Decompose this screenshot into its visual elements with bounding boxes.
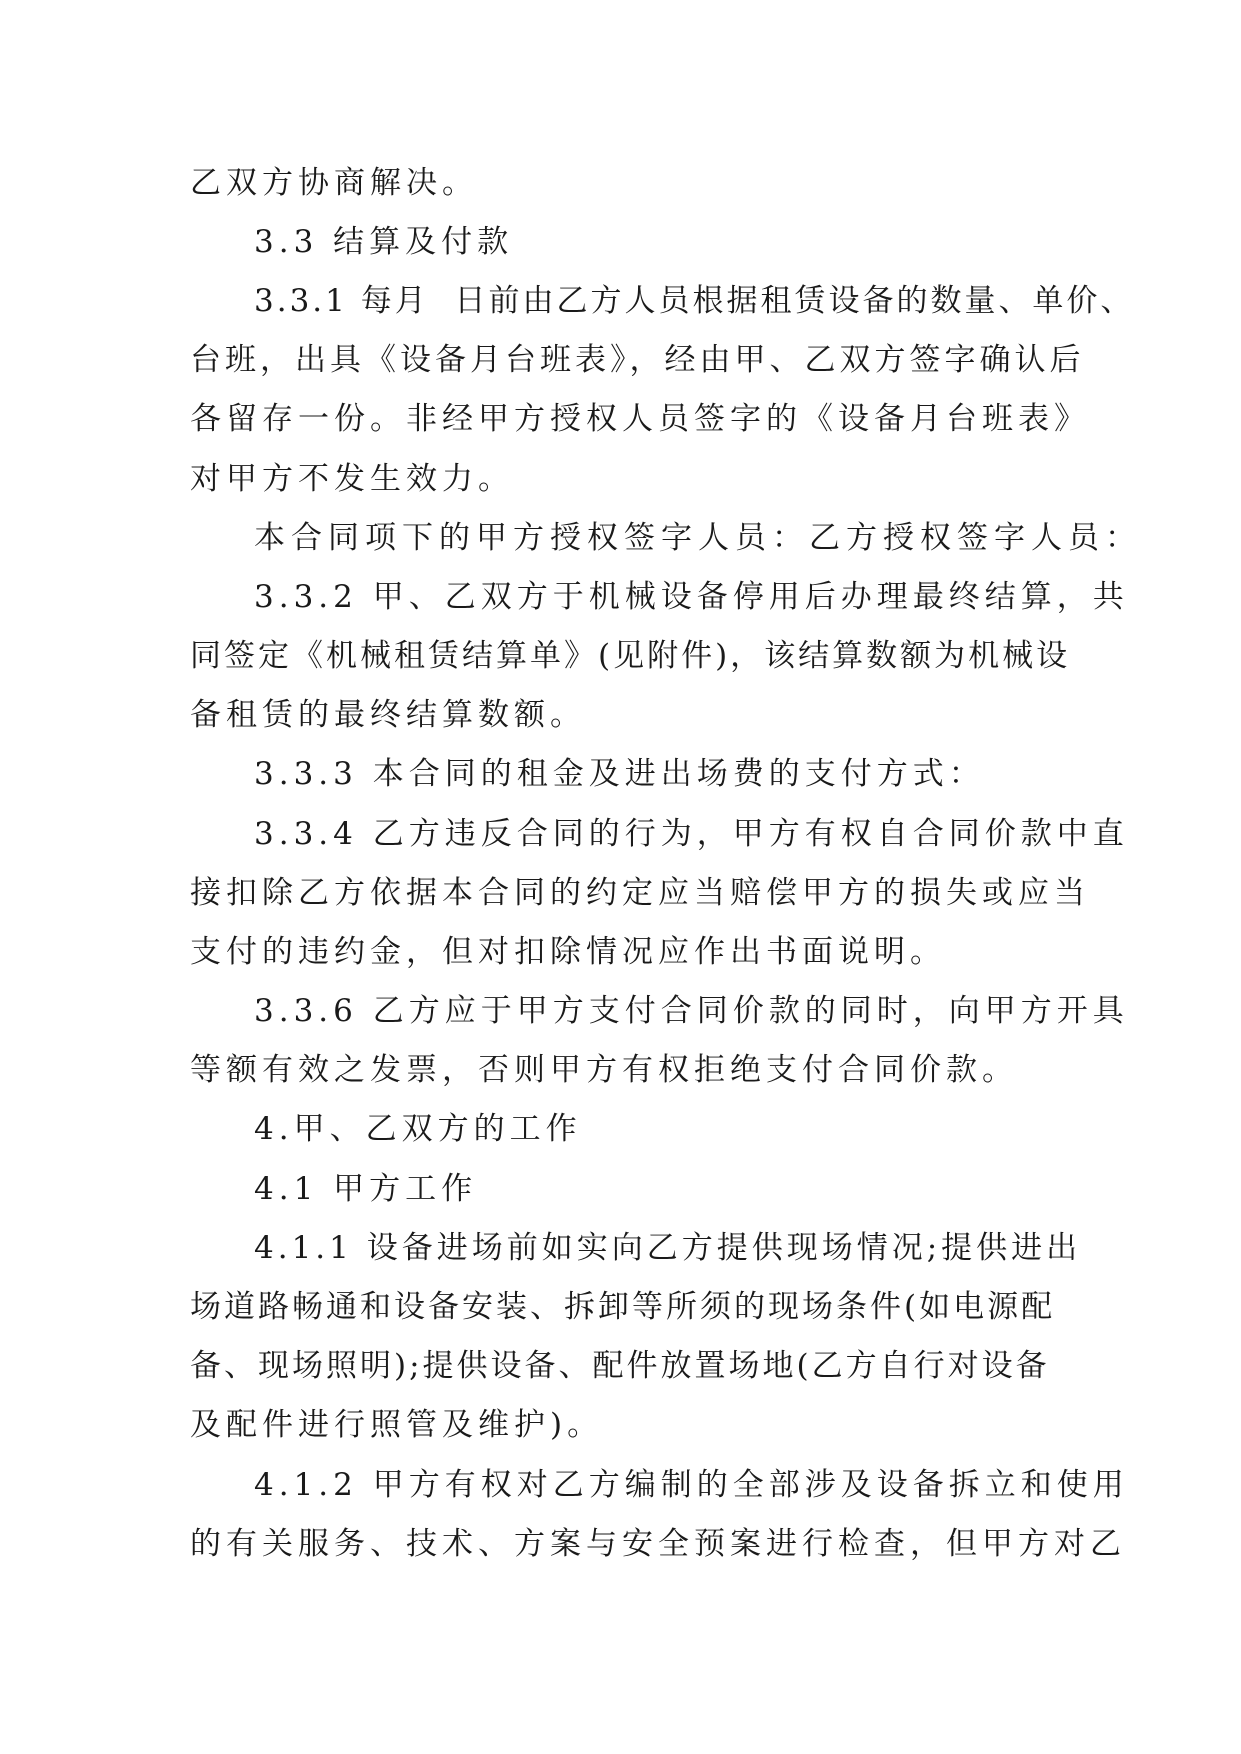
text-line: 各留存一份。非经甲方授权人员签字的《设备月台班表》 xyxy=(190,401,1090,437)
text-line: 备租赁的最终结算数额。 xyxy=(190,697,586,733)
section-heading: 4.甲、乙双方的工作 xyxy=(254,1111,582,1147)
text-line: 支付的违约金，但对扣除情况应作出书面说明。 xyxy=(190,934,946,970)
text-line: 备、现场照明);提供设备、配件放置场地(乙方自行对设备 xyxy=(190,1348,1050,1384)
text-line: 等额有效之发票，否则甲方有权拒绝支付合同价款。 xyxy=(190,1052,1018,1088)
section-heading: 3.3 结算及付款 xyxy=(254,224,514,260)
text-line: 及配件进行照管及维护)。 xyxy=(190,1407,604,1443)
text-line: 3.3.3 本合同的租金及进出场费的支付方式： xyxy=(254,756,985,792)
text-line: 同签定《机械租赁结算单》(见附件)，该结算数额为机械设 xyxy=(190,638,1071,674)
text-line: 3.3.4 乙方违反合同的行为，甲方有权自合同价款中直 xyxy=(254,816,1129,852)
text-line: 3.3.1 每月 日前由乙方人员根据租赁设备的数量、单价、 xyxy=(254,283,1135,319)
section-heading: 4.1 甲方工作 xyxy=(254,1171,478,1207)
text-line: 乙双方协商解决。 xyxy=(190,165,478,201)
text-line: 对甲方不发生效力。 xyxy=(190,461,514,497)
text-line: 4.1.2 甲方有权对乙方编制的全部涉及设备拆立和使用 xyxy=(254,1467,1129,1503)
text-line: 4.1.1 设备进场前如实向乙方提供现场情况;提供进出 xyxy=(254,1230,1082,1266)
text-line: 3.3.6 乙方应于甲方支付合同价款的同时，向甲方开具 xyxy=(254,993,1129,1029)
text-line: 场道路畅通和设备安装、拆卸等所须的现场条件(如电源配 xyxy=(190,1289,1056,1325)
text-line: 的有关服务、技术、方案与安全预案进行检查，但甲方对乙 xyxy=(190,1526,1126,1562)
text-line: 接扣除乙方依据本合同的约定应当赔偿甲方的损失或应当 xyxy=(190,875,1090,911)
text-line: 台班，出具《设备月台班表》，经由甲、乙双方签字确认后 xyxy=(190,342,1085,378)
text-line: 3.3.2 甲、乙双方于机械设备停用后办理最终结算，共 xyxy=(254,579,1129,615)
text-line: 本合同项下的甲方授权签字人员：乙方授权签字人员： xyxy=(254,520,1142,556)
